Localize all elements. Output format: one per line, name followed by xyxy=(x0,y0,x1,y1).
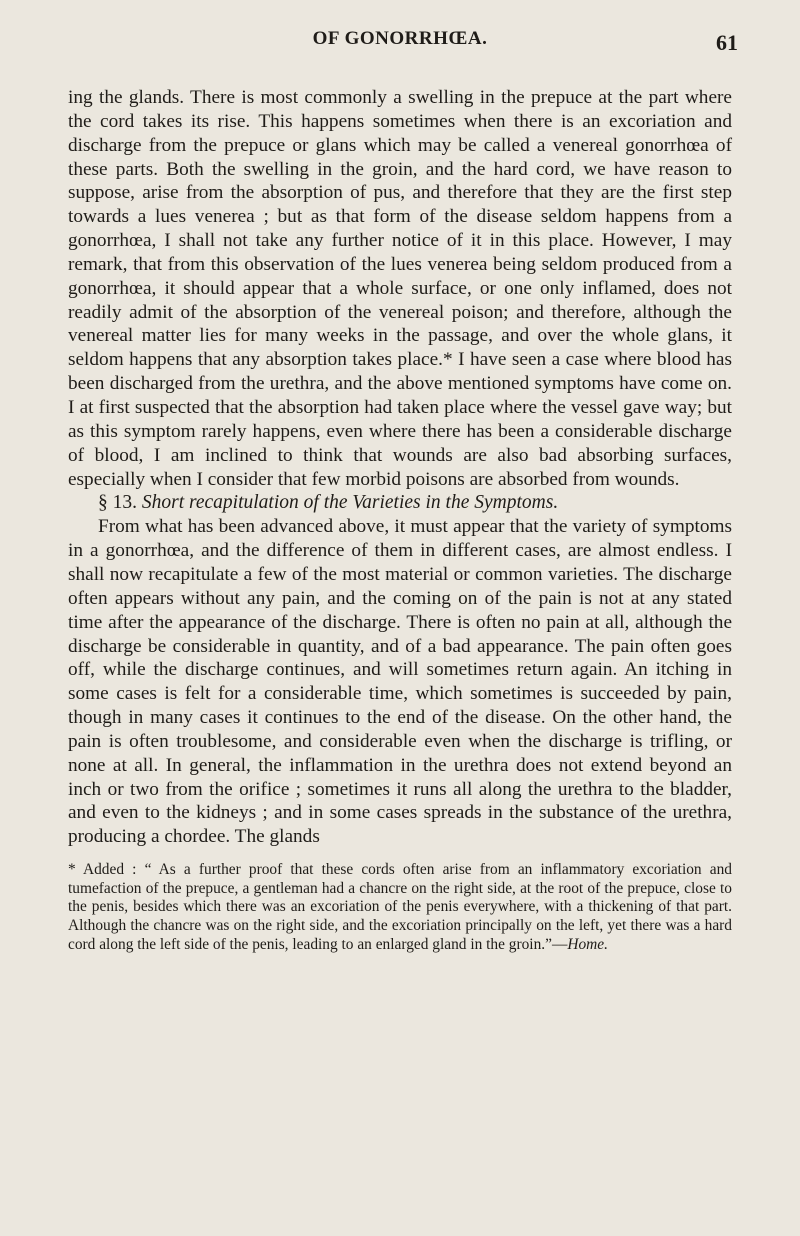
running-title: OF GONORRHŒA. xyxy=(312,28,488,49)
paragraph: From what has been advanced above, it must appear that the variety of symptoms in a gonorrhœa, and the difference of them in different cases, are almost endless. I shall now recapitulate a few of the most material or common varieties. The discharge often appears without any pain, and the coming on of the pain is not at any stated time after the appearance of the discharge. There is often no pain at all, although the discharge be considerable in quantity, and of a bad appearance. The pain often goes off, while the discharge continues, and will sometimes return again. An itching in some cases is felt for a considerable time, which sometimes is succeeded by pain, though in many cases it continues to the end of the disease. On the other hand, the pain is often troublesome, and considerable even when the discharge is trifling, or none at all. In general, the inflammation in the urethra does not extend beyond an inch or two from the orifice ; sometimes it runs all along the urethra to the bladder, and even to the kidneys ; and in some cases spreads in the substance of the urethra, producing a chordee. The glands xyxy=(68,516,732,848)
body-text xyxy=(68,86,732,849)
section-heading xyxy=(68,491,732,515)
section-title: Short recapitulation of the Varieties in the Symptoms. xyxy=(141,492,559,514)
footnote-attribution: Home. xyxy=(567,935,608,953)
footnote xyxy=(68,861,732,954)
footnote-text: * Added : “ As a further proof that these cords often arise from an inflammatory excoriation and tumefaction of the prepuce, a gentleman had a chancre on the right side, at the root of the prepuce, close to the penis, besides which there was an excoriation of the penis everywhere, with a thickening of that part. Although the chancre was on the right side, and the excoriation principally on the left, yet there was a hard cord along the left side of the penis, leading to an enlarged gland in the groin.”— xyxy=(68,861,732,953)
section-number: § 13. xyxy=(98,492,137,514)
paragraph: ing the glands. There is most commonly a swelling in the prepuce at the part where the cord takes its rise. This happens sometimes when there is an excoriation and discharge from the prepuce or glans which may be called a venereal gonorrhœa of these parts. Both the swelling in the groin, and the hard cord, we have reason to suppose, arise from the absorption of pus, and therefore that they are the first step towards a lues venerea ; but as that form of the disease seldom happens from a gonorrhœa, I shall not take any further notice of it in this place. However, I may remark, that from this observation of the lues venerea being seldom produced from a gonorrhœa, it should appear that a whole surface, or one only inflamed, does not readily admit of the absorption of the venereal poison; and therefore, although the venereal matter lies for many weeks in the passage, and over the whole glans, it seldom happens that any absorption takes place.* I have seen a case where blood has been discharged from the urethra, and the above mentioned symptoms have come on. I at first suspected that the absorption had taken place where the vessel gave way; but as this symptom rarely happens, even where there has been a considerable discharge of blood, I am inclined to think that wounds are also bad absorbing surfaces, especially when I consider that few morbid poisons are absorbed from wounds. xyxy=(68,87,732,490)
running-head xyxy=(68,28,738,58)
page-number: 61 xyxy=(716,30,738,55)
